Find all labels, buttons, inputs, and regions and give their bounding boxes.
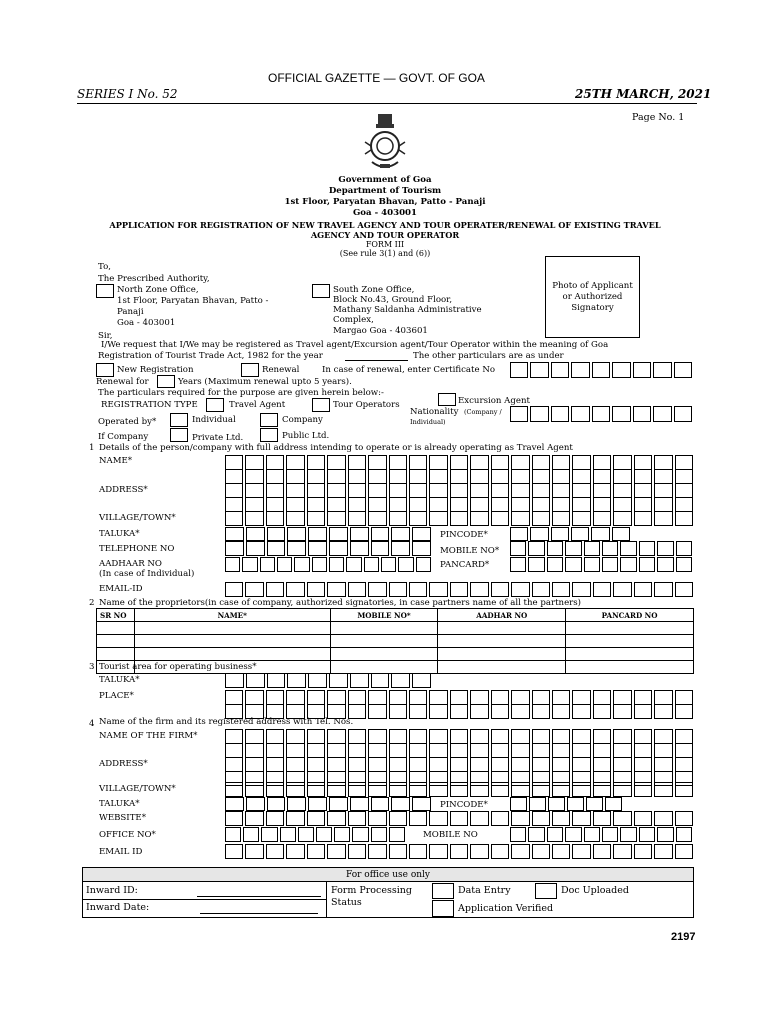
firm-taluka-grid[interactable] (225, 797, 431, 811)
if-company-label: If Company (98, 432, 149, 442)
rule-ref: (See rule 3(1) and (6)) (339, 249, 431, 258)
tourist-place-grid-row-1[interactable] (225, 690, 693, 705)
nationality-note: (Company / (464, 408, 502, 416)
series-number: SERIES I No. 52 (77, 87, 178, 101)
col-mobile: MOBILE NO* (330, 609, 438, 622)
north-zone-1: North Zone Office, (117, 285, 199, 295)
north-zone-checkbox[interactable] (96, 284, 114, 298)
nationality-grid[interactable] (510, 406, 692, 422)
south-zone-3: Mathany Saldanha Administrative (333, 305, 482, 315)
new-registration-checkbox[interactable] (96, 363, 114, 377)
to-label: To, (98, 262, 111, 272)
pancard-label: PANCARD* (440, 560, 490, 570)
dept-line-3: 1st Floor, Paryatan Bhavan, Patto - Panaji (284, 197, 486, 207)
website-grid[interactable] (225, 811, 693, 826)
private-ltd-label: Private Ltd. (192, 433, 244, 443)
office-use-divider (82, 881, 694, 882)
emblem-icon (362, 112, 408, 174)
individual-label: Individual (192, 415, 236, 425)
south-zone-4: Complex, (333, 315, 374, 325)
renewal-label: Renewal (262, 365, 300, 375)
north-zone-2: 1st Floor, Paryatan Bhavan, Patto - (117, 296, 269, 306)
renewal-cert-label: In case of renewal, enter Certificate No (322, 365, 496, 375)
mobile-label: MOBILE NO* (440, 546, 500, 556)
tourist-taluka-grid[interactable] (225, 673, 431, 688)
tour-operators-label: Tour Operators (333, 400, 400, 410)
village-label: VILLAGE/TOWN* (99, 513, 176, 523)
name-grid-row-1[interactable] (225, 455, 693, 470)
renewal-checkbox[interactable] (241, 363, 259, 377)
header-rule (77, 103, 697, 104)
application-title-2: AGENCY AND TOUR OPERATOR (310, 230, 460, 240)
data-entry-label: Data Entry (458, 885, 511, 896)
address-label: ADDRESS* (99, 485, 148, 495)
aadhaar-grid[interactable] (225, 557, 431, 572)
village-grid[interactable] (225, 511, 693, 526)
firm-email-grid[interactable] (225, 844, 693, 859)
gazette-title: OFFICIAL GAZETTE — GOVT. OF GOA (268, 71, 485, 85)
photo-line-3: Signatory (571, 303, 614, 313)
tourist-place-label: PLACE* (99, 691, 134, 701)
dept-line-4: Goa - 403001 (352, 208, 418, 218)
public-ltd-checkbox[interactable] (260, 428, 278, 442)
aadhaar-note: (In case of Individual) (99, 569, 195, 579)
north-zone-3: Panaji (117, 307, 144, 317)
doc-uploaded-checkbox[interactable] (535, 883, 557, 899)
pincode-grid[interactable] (510, 527, 630, 541)
renewal-years-box[interactable] (157, 375, 175, 388)
renewal-for-label: Renewal for (96, 377, 149, 387)
firm-mobile-label: MOBILE NO (423, 830, 478, 840)
section-4-title: Name of the firm and its registered address with Tel. Nos. (99, 717, 354, 727)
dept-line-1: Government of Goa (338, 175, 432, 185)
tour-operators-checkbox[interactable] (312, 398, 330, 412)
inward-id-label: Inward ID: (86, 885, 138, 896)
private-ltd-checkbox[interactable] (170, 428, 188, 442)
telephone-label: TELEPHONE NO (99, 544, 175, 554)
certificate-no-grid[interactable] (510, 362, 692, 378)
section-3-title: Tourist area for operating business* (99, 662, 257, 672)
status-label: Status (331, 897, 362, 908)
table-row[interactable] (97, 635, 694, 648)
name-grid-row-2[interactable] (225, 469, 693, 484)
travel-agent-label: Travel Agent (229, 400, 286, 410)
firm-taluka-label: TALUKA* (99, 799, 140, 809)
firm-address-grid-row-1[interactable] (225, 757, 693, 772)
firm-name-grid-row-2[interactable] (225, 743, 693, 758)
year-blank[interactable] (345, 360, 408, 361)
table-row[interactable] (97, 648, 694, 661)
mobile-grid[interactable] (510, 541, 692, 556)
years-label: Years (Maximum renewal upto 5 years). (178, 377, 352, 387)
particulars-label: The particulars required for the purpose are given herein below:- (98, 388, 384, 398)
aadhaar-label: AADHAAR NO (99, 559, 162, 569)
col-pancard: PANCARD NO (566, 609, 694, 622)
section-1-number: 1 (89, 443, 95, 453)
application-verified-checkbox[interactable] (432, 900, 454, 917)
application-verified-label: Application Verified (458, 903, 554, 914)
firm-email-label: EMAIL ID (99, 847, 143, 857)
south-zone-2: Block No.43, Ground Floor, (333, 295, 453, 305)
table-row[interactable] (97, 622, 694, 635)
firm-village-label: VILLAGE/TOWN* (99, 784, 176, 794)
firm-name-grid-row-1[interactable] (225, 729, 693, 744)
registration-type-label: REGISTRATION TYPE (101, 400, 198, 410)
gazette-date: 25TH MARCH, 2021 (575, 87, 712, 101)
col-aadhar: AADHAR NO (438, 609, 566, 622)
col-sr-no: SR NO (97, 609, 135, 622)
public-ltd-label: Public Ltd. (282, 431, 330, 441)
pincode-label: PINCODE* (440, 530, 488, 540)
company-label: Company (282, 415, 323, 425)
application-title-1: APPLICATION FOR REGISTRATION OF NEW TRAVEL AGENCY AND TOUR OPERATER/RENEWAL OF EXISTING TRAVEL (109, 220, 661, 230)
office-col-divider (326, 881, 327, 918)
south-zone-checkbox[interactable] (312, 284, 330, 298)
tourist-taluka-label: TALUKA* (99, 675, 140, 685)
name-label: NAME* (99, 456, 133, 466)
data-entry-checkbox[interactable] (432, 883, 454, 899)
col-name: NAME* (134, 609, 330, 622)
address-grid-row-1[interactable] (225, 483, 693, 498)
page-number: 2197 (671, 931, 696, 943)
telephone-grid[interactable] (225, 541, 431, 556)
travel-agent-checkbox[interactable] (206, 398, 224, 412)
operated-by-label: Operated by* (98, 417, 157, 427)
photo-line-1: Photo of Applicant (552, 281, 633, 291)
firm-pincode-label: PINCODE* (440, 800, 488, 810)
firm-village-grid[interactable] (225, 782, 693, 797)
form-number: FORM III (365, 240, 405, 249)
office-use-title: For office use only (345, 870, 431, 880)
page-label: Page No. 1 (632, 112, 685, 123)
office-no-grid[interactable] (225, 827, 405, 842)
south-zone-1: South Zone Office, (333, 285, 415, 295)
individual-checkbox[interactable] (170, 413, 188, 427)
taluka-grid[interactable] (225, 527, 431, 541)
firm-address-label: ADDRESS* (99, 759, 148, 769)
nationality-label: Nationality (410, 407, 459, 417)
south-zone-5: Margao Goa - 403601 (333, 326, 428, 336)
dept-line-2: Department of Tourism (328, 186, 442, 196)
pancard-grid[interactable] (510, 557, 692, 572)
table-header-row (97, 609, 694, 622)
request-line-2a: Registration of Tourist Trade Act, 1982 for the year (98, 351, 323, 361)
doc-uploaded-label: Doc Uploaded (561, 885, 629, 896)
prescribed-authority: The Prescribed Authority, (98, 274, 210, 284)
inward-row-divider (82, 899, 326, 900)
firm-pincode-grid[interactable] (510, 797, 622, 811)
excursion-agent-checkbox[interactable] (438, 393, 456, 406)
taluka-label: TALUKA* (99, 529, 140, 539)
section-3-number: 3 (89, 662, 95, 672)
inward-date-blank[interactable] (200, 913, 318, 914)
north-zone-4: Goa - 403001 (117, 318, 176, 328)
request-line-1: I/We request that I/We may be registered as Travel agent/Excursion agent/Tour Operator within the meaning of Goa (101, 340, 609, 350)
website-label: WEBSITE* (99, 813, 147, 823)
section-2-title: Name of the proprietors(in case of company, authorized signatories, in case partners name of all the partners) (99, 598, 582, 608)
section-1-title: Details of the person/company with full address intending to operate or is already operating as Travel Agent (99, 443, 573, 453)
email-grid[interactable] (225, 582, 693, 597)
email-label: EMAIL-ID (99, 584, 143, 594)
sir-label: Sir, (98, 331, 113, 341)
inward-date-label: Inward Date: (86, 902, 150, 913)
form-processing-label: Form Processing (331, 885, 412, 896)
new-registration-label: New Registration (117, 365, 194, 375)
excursion-agent-label: Excursion Agent (458, 396, 530, 406)
address-grid-row-2[interactable] (225, 497, 693, 512)
section-2-number: 2 (89, 598, 95, 608)
photo-line-2: or Authorized (562, 292, 623, 302)
section-4-number: 4 (89, 719, 95, 729)
company-checkbox[interactable] (260, 413, 278, 427)
office-no-label: OFFICE NO* (99, 830, 156, 840)
inward-id-blank[interactable] (197, 896, 321, 897)
nationality-note-2: Individual) (410, 418, 446, 426)
request-line-2b: The other particulars are as under (413, 351, 564, 361)
firm-name-label: NAME OF THE FIRM* (99, 731, 198, 741)
firm-mobile-grid[interactable] (510, 827, 692, 842)
